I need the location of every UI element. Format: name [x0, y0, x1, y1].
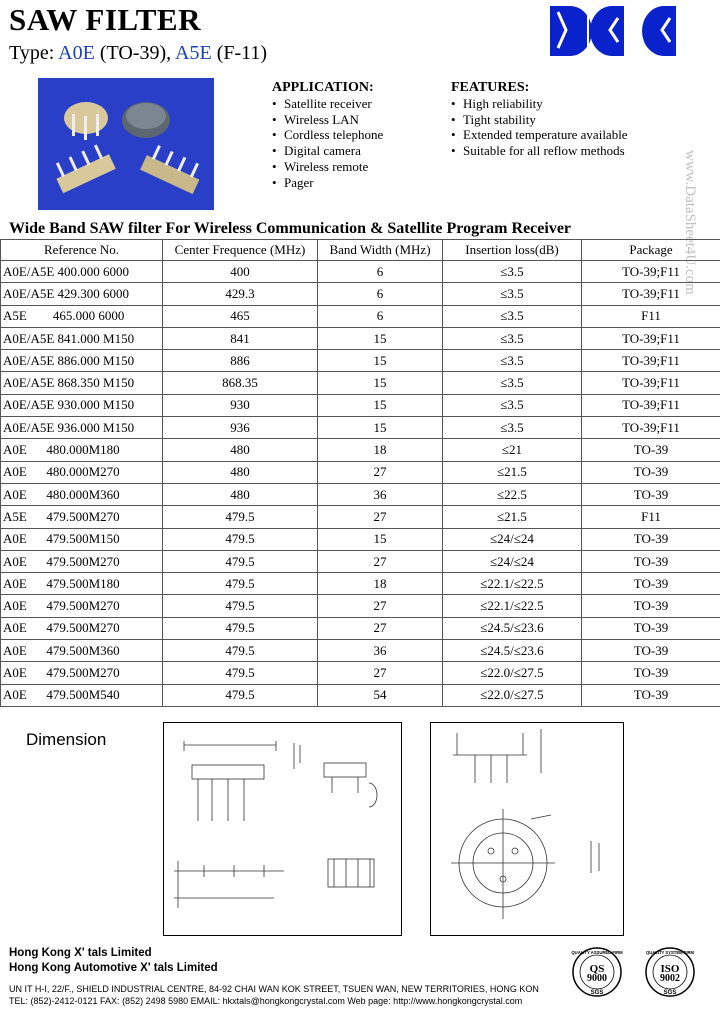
company-name-automotive: Hong Kong Automotive X' tals Limited: [9, 962, 218, 974]
reference-cell: A0E 479.500M180: [1, 573, 163, 595]
list-item: • Extended temperature available: [451, 127, 628, 143]
table-row: [1, 261, 720, 283]
badge-number: 9000: [587, 973, 607, 984]
list-item: • Cordless telephone: [272, 127, 383, 143]
application-list: [272, 96, 383, 190]
reference-cell: A0E 480.000M270: [1, 461, 163, 483]
reference-cell: A0E/A5E 868.350 M150: [1, 372, 163, 394]
package-cell: F11: [582, 506, 720, 528]
bandwidth-cell: 15: [318, 417, 443, 439]
qs9000-certification-badge: [571, 946, 623, 998]
center-frequency-cell: 936: [163, 417, 318, 439]
reference-cell: A0E/A5E 936.000 M150: [1, 417, 163, 439]
center-frequency-cell: 479.5: [163, 684, 318, 706]
package-cell: TO-39;F11: [582, 350, 720, 372]
application-heading: APPLICATION:: [272, 80, 374, 95]
package-cell: TO-39: [582, 684, 720, 706]
type-a5e-package: (F-11): [211, 42, 268, 64]
insertion-loss-cell: ≤22.1/≤22.5: [443, 595, 582, 617]
insertion-loss-cell: ≤3.5: [443, 417, 582, 439]
package-cell: TO-39: [582, 483, 720, 505]
center-frequency-cell: 479.5: [163, 550, 318, 572]
center-frequency-cell: 479.5: [163, 573, 318, 595]
table-row: [1, 417, 720, 439]
insertion-loss-cell: ≤24.5/≤23.6: [443, 617, 582, 639]
package-cell: TO-39;F11: [582, 327, 720, 349]
dimension-drawing-f11: [163, 722, 402, 936]
bandwidth-cell: 27: [318, 506, 443, 528]
table-row: [1, 550, 720, 572]
bandwidth-cell: 27: [318, 595, 443, 617]
badge-bottom-text: SGS: [663, 990, 677, 996]
package-cell: TO-39: [582, 595, 720, 617]
table-row: [1, 573, 720, 595]
bandwidth-cell: 27: [318, 461, 443, 483]
bandwidth-cell: 36: [318, 483, 443, 505]
package-cell: F11: [582, 305, 720, 327]
table-row: [1, 684, 720, 706]
reference-cell: A0E 479.500M270: [1, 662, 163, 684]
list-item: • High reliability: [451, 96, 628, 112]
bandwidth-cell: 15: [318, 350, 443, 372]
features-heading: FEATURES:: [451, 80, 530, 95]
center-frequency-cell: 480: [163, 439, 318, 461]
table-row: [1, 640, 720, 662]
bandwidth-cell: 6: [318, 305, 443, 327]
reference-cell: A0E 479.500M150: [1, 528, 163, 550]
insertion-loss-cell: ≤3.5: [443, 305, 582, 327]
badge-bottom-text: SGS: [590, 990, 604, 996]
badge-ring-text: QUALITY ASSURED FIRM: [571, 950, 623, 955]
center-frequency-cell: 479.5: [163, 617, 318, 639]
type-line: [9, 42, 267, 65]
reference-cell: A0E 479.500M360: [1, 640, 163, 662]
package-cell: TO-39;F11: [582, 417, 720, 439]
reference-cell: A0E 479.500M540: [1, 684, 163, 706]
bandwidth-cell: 18: [318, 573, 443, 595]
bandwidth-cell: 27: [318, 550, 443, 572]
bandwidth-cell: 15: [318, 394, 443, 416]
reference-cell: A0E 479.500M270: [1, 550, 163, 572]
table-row: [1, 506, 720, 528]
application-section: [272, 80, 383, 190]
insertion-loss-cell: ≤3.5: [443, 261, 582, 283]
reference-cell: A5E 479.500M270: [1, 506, 163, 528]
package-cell: TO-39: [582, 550, 720, 572]
table-body: [1, 261, 720, 707]
list-item: • Pager: [272, 175, 383, 191]
insertion-loss-cell: ≤3.5: [443, 394, 582, 416]
insertion-loss-cell: ≤22.0/≤27.5: [443, 662, 582, 684]
package-cell: TO-39: [582, 617, 720, 639]
list-item: • Satellite receiver: [272, 96, 383, 112]
table-header-row: [1, 240, 720, 261]
center-frequency-cell: 479.5: [163, 640, 318, 662]
table-row: [1, 461, 720, 483]
center-frequency-cell: 479.5: [163, 506, 318, 528]
insertion-loss-cell: ≤21.5: [443, 506, 582, 528]
features-section: [451, 80, 628, 159]
address-block: [9, 983, 539, 1007]
table-row: [1, 595, 720, 617]
bandwidth-cell: 27: [318, 662, 443, 684]
features-list: [451, 96, 628, 159]
badge-number: 9002: [660, 973, 680, 984]
table-row: [1, 617, 720, 639]
table-row: [1, 350, 720, 372]
insertion-loss-cell: ≤24/≤24: [443, 550, 582, 572]
table-row: [1, 439, 720, 461]
reference-cell: A0E/A5E 841.000 M150: [1, 327, 163, 349]
package-cell: TO-39;F11: [582, 261, 720, 283]
center-frequency-cell: 400: [163, 261, 318, 283]
bandwidth-cell: 54: [318, 684, 443, 706]
insertion-loss-cell: ≤22.1/≤22.5: [443, 573, 582, 595]
badge-main-text: ISO: [660, 963, 680, 975]
package-cell: TO-39: [582, 439, 720, 461]
type-a0e-package: (TO-39),: [94, 42, 176, 64]
type-a5e: A5E: [175, 42, 212, 64]
center-frequency-cell: 930: [163, 394, 318, 416]
package-cell: TO-39: [582, 662, 720, 684]
spec-table: [0, 239, 720, 707]
bandwidth-cell: 36: [318, 640, 443, 662]
package-cell: TO-39;F11: [582, 394, 720, 416]
list-item: • Digital camera: [272, 143, 383, 159]
list-item: • Wireless LAN: [272, 112, 383, 128]
bandwidth-cell: 6: [318, 261, 443, 283]
reference-cell: A0E 480.000M360: [1, 483, 163, 505]
reference-cell: A0E/A5E 429.300 6000: [1, 283, 163, 305]
column-header: Package: [582, 240, 720, 261]
table-subtitle: Wide Band SAW filter For Wireless Communication & Satellite Program Receiver: [9, 220, 572, 237]
insertion-loss-cell: ≤3.5: [443, 327, 582, 349]
reference-cell: A0E/A5E 930.000 M150: [1, 394, 163, 416]
package-cell: TO-39: [582, 640, 720, 662]
badge-main-text: QS: [589, 963, 605, 975]
company-logo: [548, 4, 708, 58]
reference-cell: A0E/A5E 886.000 M150: [1, 350, 163, 372]
package-cell: TO-39;F11: [582, 283, 720, 305]
center-frequency-cell: 465: [163, 305, 318, 327]
insertion-loss-cell: ≤22.5: [443, 483, 582, 505]
center-frequency-cell: 479.5: [163, 528, 318, 550]
package-cell: TO-39;F11: [582, 372, 720, 394]
watermark-text: www.DataSheet4U.com: [682, 150, 698, 295]
type-a0e: A0E: [58, 42, 95, 64]
insertion-loss-cell: ≤21.5: [443, 461, 582, 483]
package-cell: TO-39: [582, 573, 720, 595]
type-prefix: Type:: [9, 42, 59, 64]
product-photo: [38, 78, 214, 210]
center-frequency-cell: 480: [163, 461, 318, 483]
bandwidth-cell: 15: [318, 372, 443, 394]
list-item: • Tight stability: [451, 112, 628, 128]
insertion-loss-cell: ≤3.5: [443, 350, 582, 372]
column-header: Band Width (MHz): [318, 240, 443, 261]
insertion-loss-cell: ≤21: [443, 439, 582, 461]
address: UN IT H-I, 22/F., SHIELD INDUSTRIAL CENTRE, 84-92 CHAI WAN KOK STREET, TSUEN WAN, NEW TERRITORIES, HONG KON: [9, 984, 539, 994]
bandwidth-cell: 27: [318, 617, 443, 639]
bandwidth-cell: 18: [318, 439, 443, 461]
dimension-label: Dimension: [26, 730, 107, 749]
reference-cell: A0E 479.500M270: [1, 617, 163, 639]
insertion-loss-cell: ≤24.5/≤23.6: [443, 640, 582, 662]
insertion-loss-cell: ≤22.0/≤27.5: [443, 684, 582, 706]
package-cell: TO-39: [582, 461, 720, 483]
center-frequency-cell: 429.3: [163, 283, 318, 305]
insertion-loss-cell: ≤3.5: [443, 283, 582, 305]
column-header: Reference No.: [1, 240, 163, 261]
page-title: SAW FILTER: [9, 2, 201, 37]
table-row: [1, 483, 720, 505]
iso9002-certification-badge: [644, 946, 696, 998]
center-frequency-cell: 841: [163, 327, 318, 349]
table-row: [1, 327, 720, 349]
column-header: Center Frequence (MHz): [163, 240, 318, 261]
reference-cell: A0E 479.500M270: [1, 595, 163, 617]
reference-cell: A5E 465.000 6000: [1, 305, 163, 327]
insertion-loss-cell: ≤24/≤24: [443, 528, 582, 550]
bandwidth-cell: 15: [318, 528, 443, 550]
list-item: • Suitable for all reflow methods: [451, 143, 628, 159]
table-row: [1, 528, 720, 550]
dimension-drawing-to39: [430, 722, 624, 936]
reference-cell: A0E/A5E 400.000 6000: [1, 261, 163, 283]
center-frequency-cell: 479.5: [163, 595, 318, 617]
footer: [9, 946, 218, 976]
insertion-loss-cell: ≤3.5: [443, 372, 582, 394]
table-row: [1, 372, 720, 394]
contact-info: TEL: (852)-2412-0121 FAX: (852) 2498 5980 EMAIL: hkxtals@hongkongcrystal.com Web page: http://www.hongkongcrystal.com: [9, 996, 523, 1006]
bandwidth-cell: 15: [318, 327, 443, 349]
center-frequency-cell: 479.5: [163, 662, 318, 684]
table-row: [1, 283, 720, 305]
reference-cell: A0E 480.000M180: [1, 439, 163, 461]
center-frequency-cell: 886: [163, 350, 318, 372]
badge-ring-text: QUALITY SYSTEM FIRM: [645, 950, 695, 955]
company-name: Hong Kong X' tals Limited: [9, 947, 152, 959]
center-frequency-cell: 480: [163, 483, 318, 505]
table-row: [1, 305, 720, 327]
bandwidth-cell: 6: [318, 283, 443, 305]
list-item: • Wireless remote: [272, 159, 383, 175]
table-row: [1, 662, 720, 684]
table-row: [1, 394, 720, 416]
center-frequency-cell: 868.35: [163, 372, 318, 394]
column-header: Insertion loss(dB): [443, 240, 582, 261]
package-cell: TO-39: [582, 528, 720, 550]
